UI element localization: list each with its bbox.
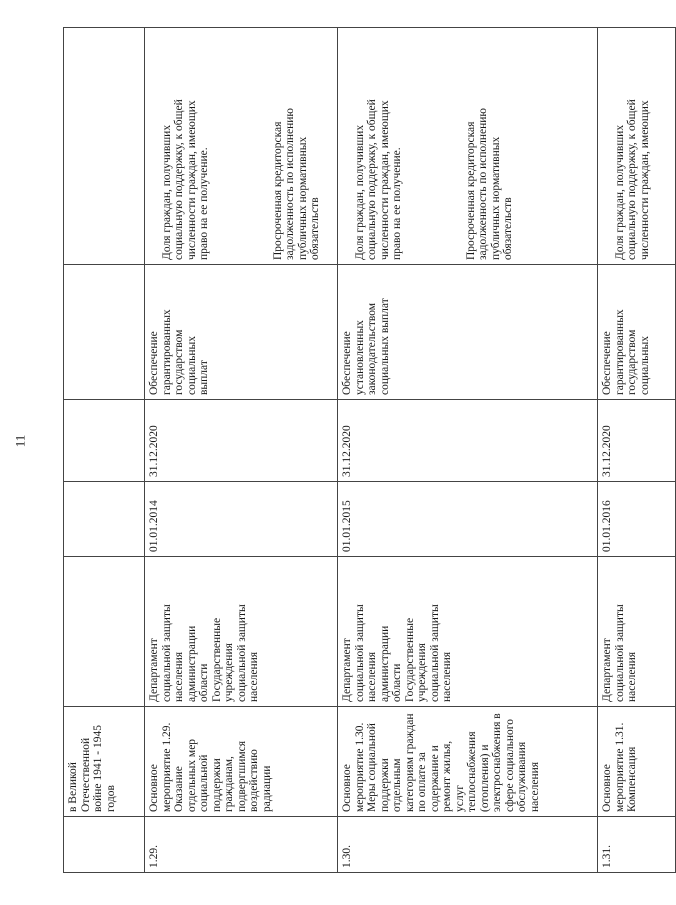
indicator-share-supported: Доля граждан, получивших социальную поддержку, к общей численности граждан, имеющих право на ее получение. — [160, 99, 210, 260]
cell-activity-name: Основное мероприятие 1.29. Оказание отдельных мер социальной поддержки гражданам, подвергшимся воздействию радиации — [145, 707, 338, 817]
cell-num: 1.29. — [145, 817, 338, 873]
indicator-share-supported: Доля граждан, получивших социальную поддержку, к общей численности граждан, имеющих — [613, 99, 651, 260]
cell-expected-result: Обеспечение гарантированных государством социальных выплат — [145, 265, 338, 400]
cell-num: 1.31. — [598, 817, 676, 873]
cell-start-date: 01.01.2014 — [145, 482, 338, 557]
table-row — [145, 28, 338, 873]
cell-activity-name: в Великой Отечественной войне 1941 - 1945 годов — [64, 707, 145, 817]
activities-grid — [63, 27, 676, 873]
cell-executor: Департамент социальной защиты населения администрации области Государственные учреждения социальной защиты населения — [338, 557, 598, 707]
page-number: 11 — [12, 434, 28, 448]
indicator-overdue-debt: Просроченная кредиторская задолженность по исполнению публичных нормативных обязательств — [464, 107, 514, 260]
table-row — [598, 28, 676, 873]
cell-activity-name: Основное мероприятие 1.31. Компенсация — [598, 707, 676, 817]
cell-start-date — [64, 482, 145, 557]
cell-expected-result: Обеспечение установленных законодательством социальных выплат — [338, 265, 598, 400]
indicator-share-supported: Доля граждан, получивших социальную поддержку, к общей численности граждан, имеющих право на ее получение. — [353, 99, 403, 260]
indicator-overdue-debt: Просроченная кредиторская задолженность по исполнению публичных нормативных обязательств — [271, 107, 321, 260]
cell-indicators — [338, 28, 598, 265]
cell-activity-name: Основное мероприятие 1.30. Меры социальной поддержки отдельным категориям граждан по оплате за содержание и ремонт жилья, услуг теплоснабжения (отопления) и электроснабжения в сфере социального обслуживания населения — [338, 707, 598, 817]
cell-executor: Департамент социальной защиты населения администрации области Государственные учреждения социальной защиты населения — [145, 557, 338, 707]
cell-start-date: 01.01.2016 — [598, 482, 676, 557]
cell-indicators — [64, 28, 145, 265]
cell-indicators — [145, 28, 338, 265]
cell-end-date: 31.12.2020 — [145, 400, 338, 482]
cell-executor: Департамент социальной защиты населения — [598, 557, 676, 707]
cell-end-date: 31.12.2020 — [598, 400, 676, 482]
cell-end-date: 31.12.2020 — [338, 400, 598, 482]
cell-expected-result — [64, 265, 145, 400]
cell-num: 1.30. — [338, 817, 598, 873]
table-row — [338, 28, 598, 873]
cell-expected-result: Обеспечение гарантированных государством социальных — [598, 265, 676, 400]
cell-start-date: 01.01.2015 — [338, 482, 598, 557]
table-row-continuation — [64, 28, 145, 873]
program-activities-table — [63, 28, 651, 873]
cell-end-date — [64, 400, 145, 482]
cell-num — [64, 817, 145, 873]
cell-executor — [64, 557, 145, 707]
cell-indicators — [598, 28, 676, 265]
